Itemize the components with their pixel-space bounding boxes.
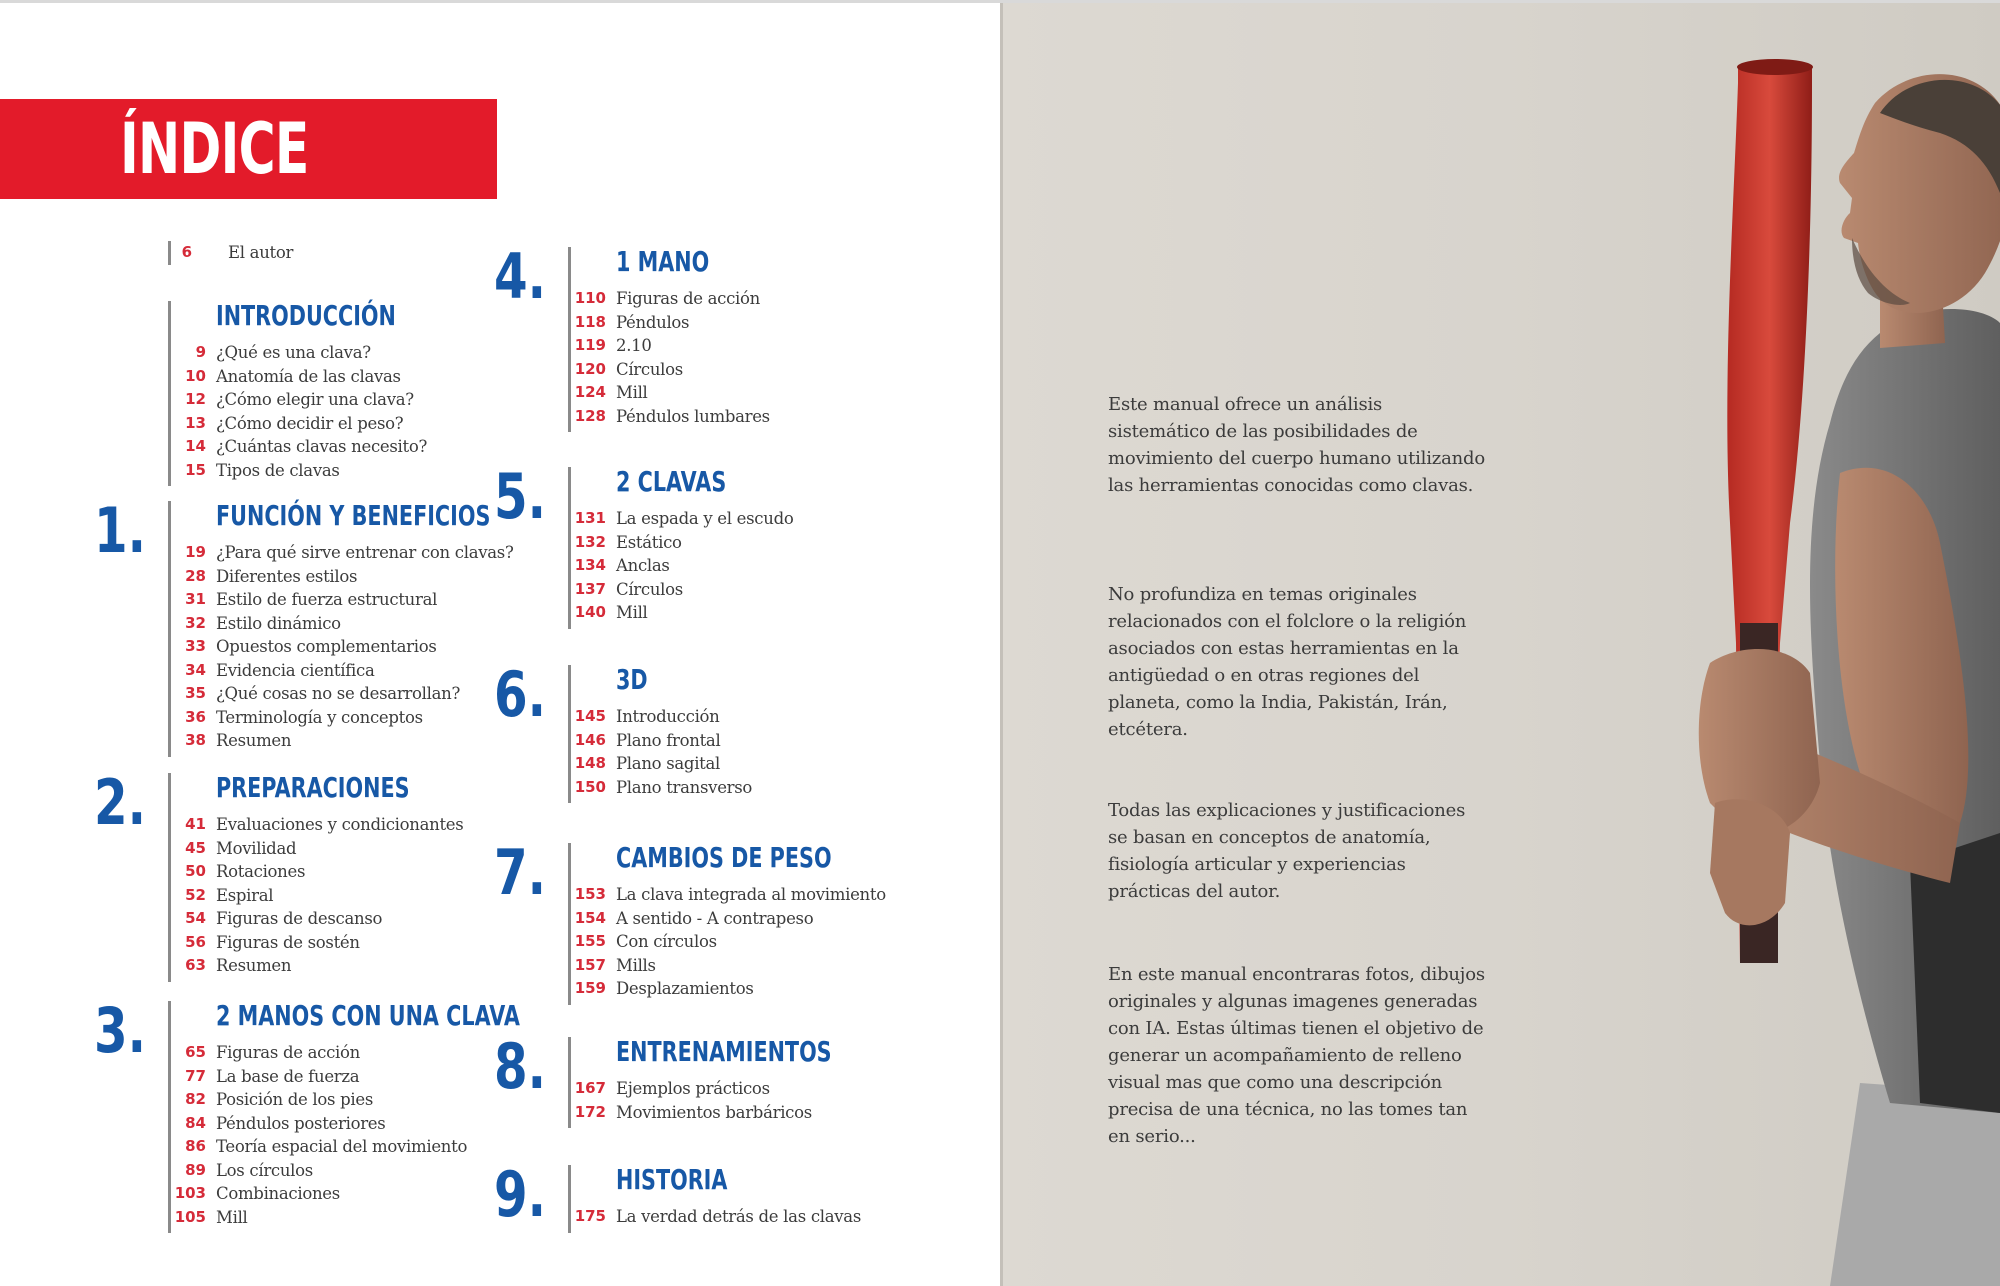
entry-page-number: 15 — [185, 460, 206, 479]
section-number: 1. — [94, 494, 147, 567]
entry-page-number: 167 — [574, 1079, 606, 1097]
entry-page-number: 110 — [574, 289, 606, 307]
entry-page-number: 19 — [185, 543, 206, 561]
entry-label: Péndulos posteriores — [216, 1113, 386, 1133]
section-title[interactable]: 2 MANOS CON UNA CLAVA — [216, 999, 520, 1032]
entry-label: Estilo dinámico — [216, 613, 341, 633]
intro-paragraph: Este manual ofrece un análisis sistemático de las posibilidades de movimiento del cuerpo humano utilizando las herramientas conocidas como clavas. — [1108, 394, 1485, 496]
entry-page-number: 54 — [185, 909, 206, 927]
author-photo — [1440, 3, 2000, 1286]
entry-page-number: 150 — [574, 777, 606, 796]
entry-page-number: 157 — [574, 955, 606, 974]
entry-label: Péndulos — [616, 312, 690, 332]
section-title[interactable]: 1 MANO — [616, 245, 710, 278]
section-number: 2. — [94, 766, 147, 839]
entry-page-number: 86 — [185, 1137, 206, 1155]
entry-page-number: 6 — [181, 243, 192, 261]
entry-page-number: 145 — [574, 707, 606, 725]
entry-page-number: 56 — [185, 932, 206, 951]
entry-label: Plano frontal — [616, 730, 721, 750]
section-title[interactable]: INTRODUCCIÓN — [216, 299, 396, 332]
intro-paragraph: En este manual encontraras fotos, dibujos originales y algunas imagenes generadas con IA. Estas últimas tienen el objetivo de generar un acompañamiento de relleno visual mas que como una descripción precisa de una técnica, no las tomes tan en serio... — [1108, 964, 1485, 1147]
entry-page-number: 33 — [185, 637, 206, 655]
entry-label: Figuras de sostén — [216, 932, 360, 952]
page-title: ÍNDICE — [120, 108, 309, 190]
entry-page-number: 148 — [574, 754, 606, 772]
entry-label: ¿Cómo decidir el peso? — [216, 413, 404, 433]
entry-page-number: 128 — [574, 406, 606, 425]
entry-label: Movimientos barbáricos — [616, 1102, 812, 1122]
entry-label: Ejemplos prácticos — [616, 1079, 770, 1098]
entry-page-number: 82 — [185, 1090, 206, 1108]
entry-page-number: 153 — [574, 885, 606, 903]
entry-label: ¿Para qué sirve entrenar con clavas? — [216, 543, 514, 562]
entry-page-number: 118 — [574, 312, 606, 331]
entry-label: A sentido - A contrapeso — [616, 908, 814, 928]
entry-page-number: 32 — [185, 613, 206, 632]
entry-page-number: 65 — [185, 1043, 206, 1061]
entry-page-number: 63 — [185, 956, 206, 974]
entry-page-number: 84 — [185, 1113, 206, 1132]
page-fold-shadow — [1000, 3, 1003, 1286]
entry-label: Evaluaciones y condicionantes — [216, 815, 464, 834]
entry-page-number: 45 — [185, 838, 206, 857]
entry-label: Plano transverso — [616, 777, 753, 797]
entry-page-number: 140 — [574, 603, 606, 621]
section-number: 3. — [94, 994, 147, 1067]
entry-label: Resumen — [216, 731, 292, 750]
entry-label: Evidencia científica — [216, 660, 375, 680]
entry-page-number: 131 — [574, 509, 606, 527]
title-banner — [0, 99, 497, 199]
entry-label: Terminología y conceptos — [216, 707, 423, 727]
entry-page-number: 124 — [574, 383, 606, 401]
entry-page-number: 77 — [185, 1066, 206, 1085]
entry-page-number: 103 — [174, 1184, 206, 1202]
entry-label: Mills — [616, 955, 656, 975]
entry-label: Plano sagital — [616, 754, 721, 773]
entry-page-number: 120 — [574, 359, 606, 378]
section-number: 7. — [494, 836, 547, 909]
index-page — [0, 3, 1000, 1286]
entry-page-number: 13 — [185, 413, 206, 432]
entry-page-number: 28 — [185, 566, 206, 585]
entry-page-number: 12 — [185, 390, 206, 408]
entry-page-number: 137 — [574, 579, 606, 598]
entry-page-number: 34 — [185, 660, 206, 679]
entry-page-number: 146 — [574, 730, 606, 749]
entry-label: Espiral — [216, 885, 274, 905]
entry-label: Rotaciones — [216, 862, 306, 881]
entry-label: Figuras de acción — [216, 1043, 360, 1062]
section-title[interactable]: FUNCIÓN Y BENEFICIOS — [216, 499, 491, 532]
intro-paragraph: No profundiza en temas originales relacionados con el folclore o la religión asociados con estas herramientas en la antigüedad o en otras regiones del planeta, como la India, Pakistán, Irán, etcétera. — [1108, 584, 1467, 740]
entry-page-number: 105 — [174, 1207, 206, 1226]
entry-page-number: 172 — [574, 1102, 606, 1121]
entry-label: Estático — [616, 532, 682, 552]
entry-page-number: 36 — [185, 707, 206, 726]
entry-page-number: 10 — [185, 366, 206, 385]
entry-label: Mill — [216, 1207, 248, 1227]
entry-page-number: 35 — [185, 684, 206, 702]
intro-page — [1000, 3, 2000, 1286]
shorts-shape — [1830, 1083, 2000, 1286]
entry-page-number: 89 — [185, 1160, 206, 1179]
entry-label: Los círculos — [216, 1160, 313, 1180]
entry-page-number: 52 — [185, 885, 206, 904]
entry-label: La verdad detrás de las clavas — [616, 1207, 861, 1226]
entry-page-number: 134 — [574, 556, 606, 574]
entry-label: Círculos — [616, 359, 683, 379]
club-top-shape — [1737, 59, 1813, 75]
entry-label: Círculos — [616, 579, 683, 599]
entry-page-number: 14 — [185, 437, 206, 455]
entry-label: Resumen — [216, 956, 292, 975]
entry-label: La clava integrada al movimiento — [616, 885, 886, 904]
section-title[interactable]: PREPARACIONES — [216, 771, 410, 804]
entry-label: Diferentes estilos — [216, 566, 358, 586]
entry-label: Desplazamientos — [616, 979, 754, 998]
entry-page-number: 132 — [574, 532, 606, 551]
entry-label: Estilo de fuerza estructural — [216, 590, 438, 609]
entry-label: 2.10 — [616, 336, 652, 355]
section-title[interactable]: HISTORIA — [616, 1163, 728, 1196]
section-number: 4. — [494, 240, 547, 313]
entry-page-number: 31 — [185, 590, 206, 608]
intro-paragraph: Todas las explicaciones y justificaciones se basan en conceptos de anatomía, fisiología articular y experiencias prácticas del autor. — [1108, 800, 1466, 902]
entry-label: Movilidad — [216, 838, 297, 858]
section-number: 8. — [494, 1030, 547, 1103]
entry-label: Anclas — [616, 556, 670, 575]
entry-label: Teoría espacial del movimiento — [216, 1137, 468, 1156]
entry-page-number: 154 — [574, 908, 606, 927]
entry-label: La base de fuerza — [216, 1066, 360, 1086]
entry-label: Con círculos — [616, 932, 717, 951]
section-number: 6. — [494, 658, 547, 731]
entry-label: La espada y el escudo — [616, 509, 794, 528]
entry-label: Combinaciones — [216, 1184, 340, 1203]
section-title[interactable]: 3D — [616, 663, 648, 696]
section-title[interactable]: 2 CLAVAS — [616, 465, 727, 498]
entry-label: Posición de los pies — [216, 1090, 374, 1109]
entry-label: ¿Cómo elegir una clava? — [216, 390, 414, 409]
section-number: 9. — [494, 1158, 547, 1231]
entry-page-number: 175 — [574, 1207, 606, 1225]
entry-page-number: 119 — [574, 336, 606, 354]
entry-label: Mill — [616, 603, 648, 622]
section-number: 5. — [494, 460, 547, 533]
entry-label: El autor — [228, 243, 294, 262]
entry-label: ¿Qué es una clava? — [216, 343, 371, 362]
entry-label: Introducción — [616, 707, 720, 726]
entry-page-number: 38 — [185, 731, 206, 749]
entry-page-number: 41 — [185, 815, 206, 833]
entry-page-number: 155 — [574, 932, 606, 950]
entry-page-number: 50 — [185, 862, 206, 880]
entry-label: ¿Cuántas clavas necesito? — [216, 437, 428, 456]
entry-label: Péndulos lumbares — [616, 406, 770, 426]
entry-label: Opuestos complementarios — [216, 637, 437, 656]
hands-lower-shape — [1710, 799, 1790, 925]
entry-page-number: 9 — [195, 343, 206, 361]
entry-label: Anatomía de las clavas — [216, 366, 401, 386]
entry-label: Tipos de clavas — [216, 460, 340, 480]
entry-label: Figuras de acción — [616, 289, 760, 308]
section-title[interactable]: CAMBIOS DE PESO — [616, 841, 832, 874]
section-title[interactable]: ENTRENAMIENTOS — [616, 1035, 832, 1068]
entry-label: ¿Qué cosas no se desarrollan? — [216, 684, 460, 703]
entry-label: Figuras de descanso — [216, 909, 383, 928]
entry-page-number: 159 — [574, 979, 606, 997]
entry-label: Mill — [616, 383, 648, 402]
